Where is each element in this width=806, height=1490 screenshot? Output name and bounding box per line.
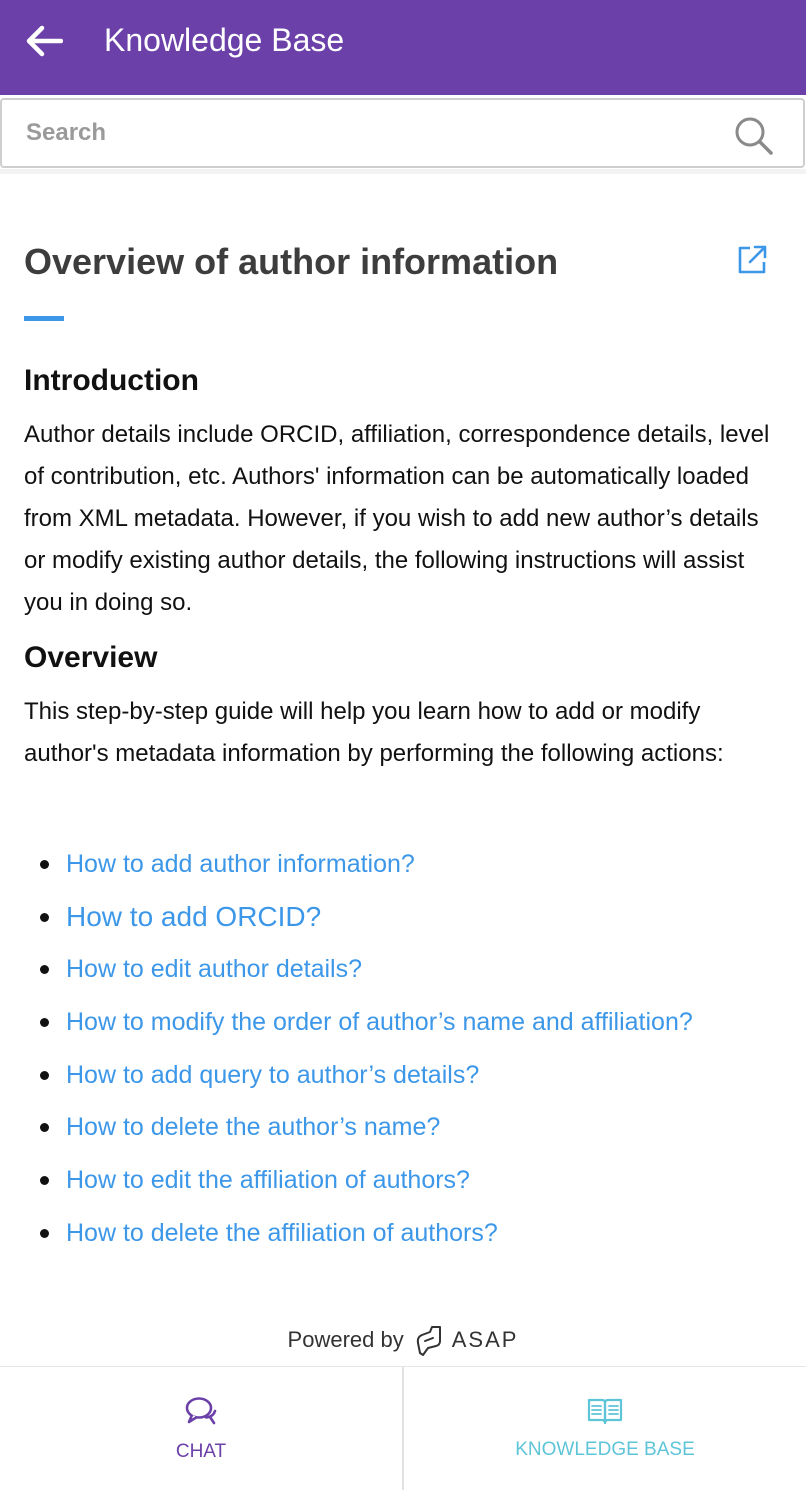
bullet <box>40 1018 49 1027</box>
list-item <box>40 838 693 891</box>
chat-bubbles-icon <box>184 1395 218 1427</box>
back-button[interactable] <box>20 19 68 63</box>
link-add-author-information[interactable]: How to add author information? <box>66 849 415 878</box>
powered-by <box>0 1316 806 1364</box>
list-item <box>40 891 693 944</box>
arrow-left-icon <box>25 24 63 58</box>
app-header <box>0 0 806 95</box>
link-delete-author-name[interactable]: How to delete the author’s name? <box>66 1113 441 1142</box>
bullet <box>40 1176 49 1185</box>
section-body-introduction: Author details include ORCID, affiliation, correspondence details, level of contribution, etc. Authors' information can be automatically loaded from XML metadata. However, if you wish to add new author’s details or modify existing author details, the following instructions will assist you in doing so. <box>24 421 770 616</box>
list-item <box>40 1101 693 1154</box>
brand-name: ASAP <box>451 1327 519 1352</box>
powered-by-label: Powered by <box>287 1327 404 1352</box>
link-modify-author-order[interactable]: How to modify the order of author’s name and affiliation? <box>66 1007 693 1036</box>
open-external-icon[interactable] <box>736 244 768 276</box>
article-link-list <box>40 838 693 1260</box>
search-icon[interactable] <box>734 116 774 156</box>
link-add-query-author-details[interactable]: How to add query to author’s details? <box>66 1060 480 1089</box>
title-underline <box>24 316 64 321</box>
section-body-overview: This step-by-step guide will help you learn how to add or modify author's metadata information by performing the following actions: <box>24 698 724 767</box>
list-item <box>40 1049 693 1102</box>
tab-knowledge-base-label: KNOWLEDGE BASE <box>515 1438 695 1460</box>
bullet <box>40 1123 49 1132</box>
bullet <box>40 913 49 922</box>
section-heading-introduction: Introduction <box>24 364 199 397</box>
link-add-orcid[interactable]: How to add ORCID? <box>66 901 322 933</box>
bottom-nav <box>0 1366 806 1490</box>
list-item <box>40 996 693 1049</box>
bullet <box>40 1229 49 1238</box>
header-title: Knowledge Base <box>104 22 345 58</box>
bullet <box>40 1071 49 1080</box>
search-input[interactable] <box>26 114 706 152</box>
link-edit-affiliation[interactable]: How to edit the affiliation of authors? <box>66 1165 470 1194</box>
article-title: Overview of author information <box>24 241 559 282</box>
link-edit-author-details[interactable]: How to edit author details? <box>66 955 363 984</box>
asap-logo-icon <box>414 1323 444 1357</box>
search-box <box>0 98 805 168</box>
search-divider <box>0 169 806 174</box>
link-delete-affiliation[interactable]: How to delete the affiliation of authors? <box>66 1218 498 1247</box>
bullet <box>40 965 49 974</box>
tab-chat-label: CHAT <box>175 1440 227 1462</box>
tab-knowledge-base[interactable] <box>402 1367 806 1490</box>
section-heading-overview: Overview <box>24 641 158 674</box>
list-item <box>40 943 693 996</box>
open-book-icon <box>587 1397 623 1425</box>
bullet <box>40 860 49 869</box>
list-item <box>40 1154 693 1207</box>
tab-chat[interactable] <box>0 1367 402 1490</box>
list-item <box>40 1207 693 1260</box>
